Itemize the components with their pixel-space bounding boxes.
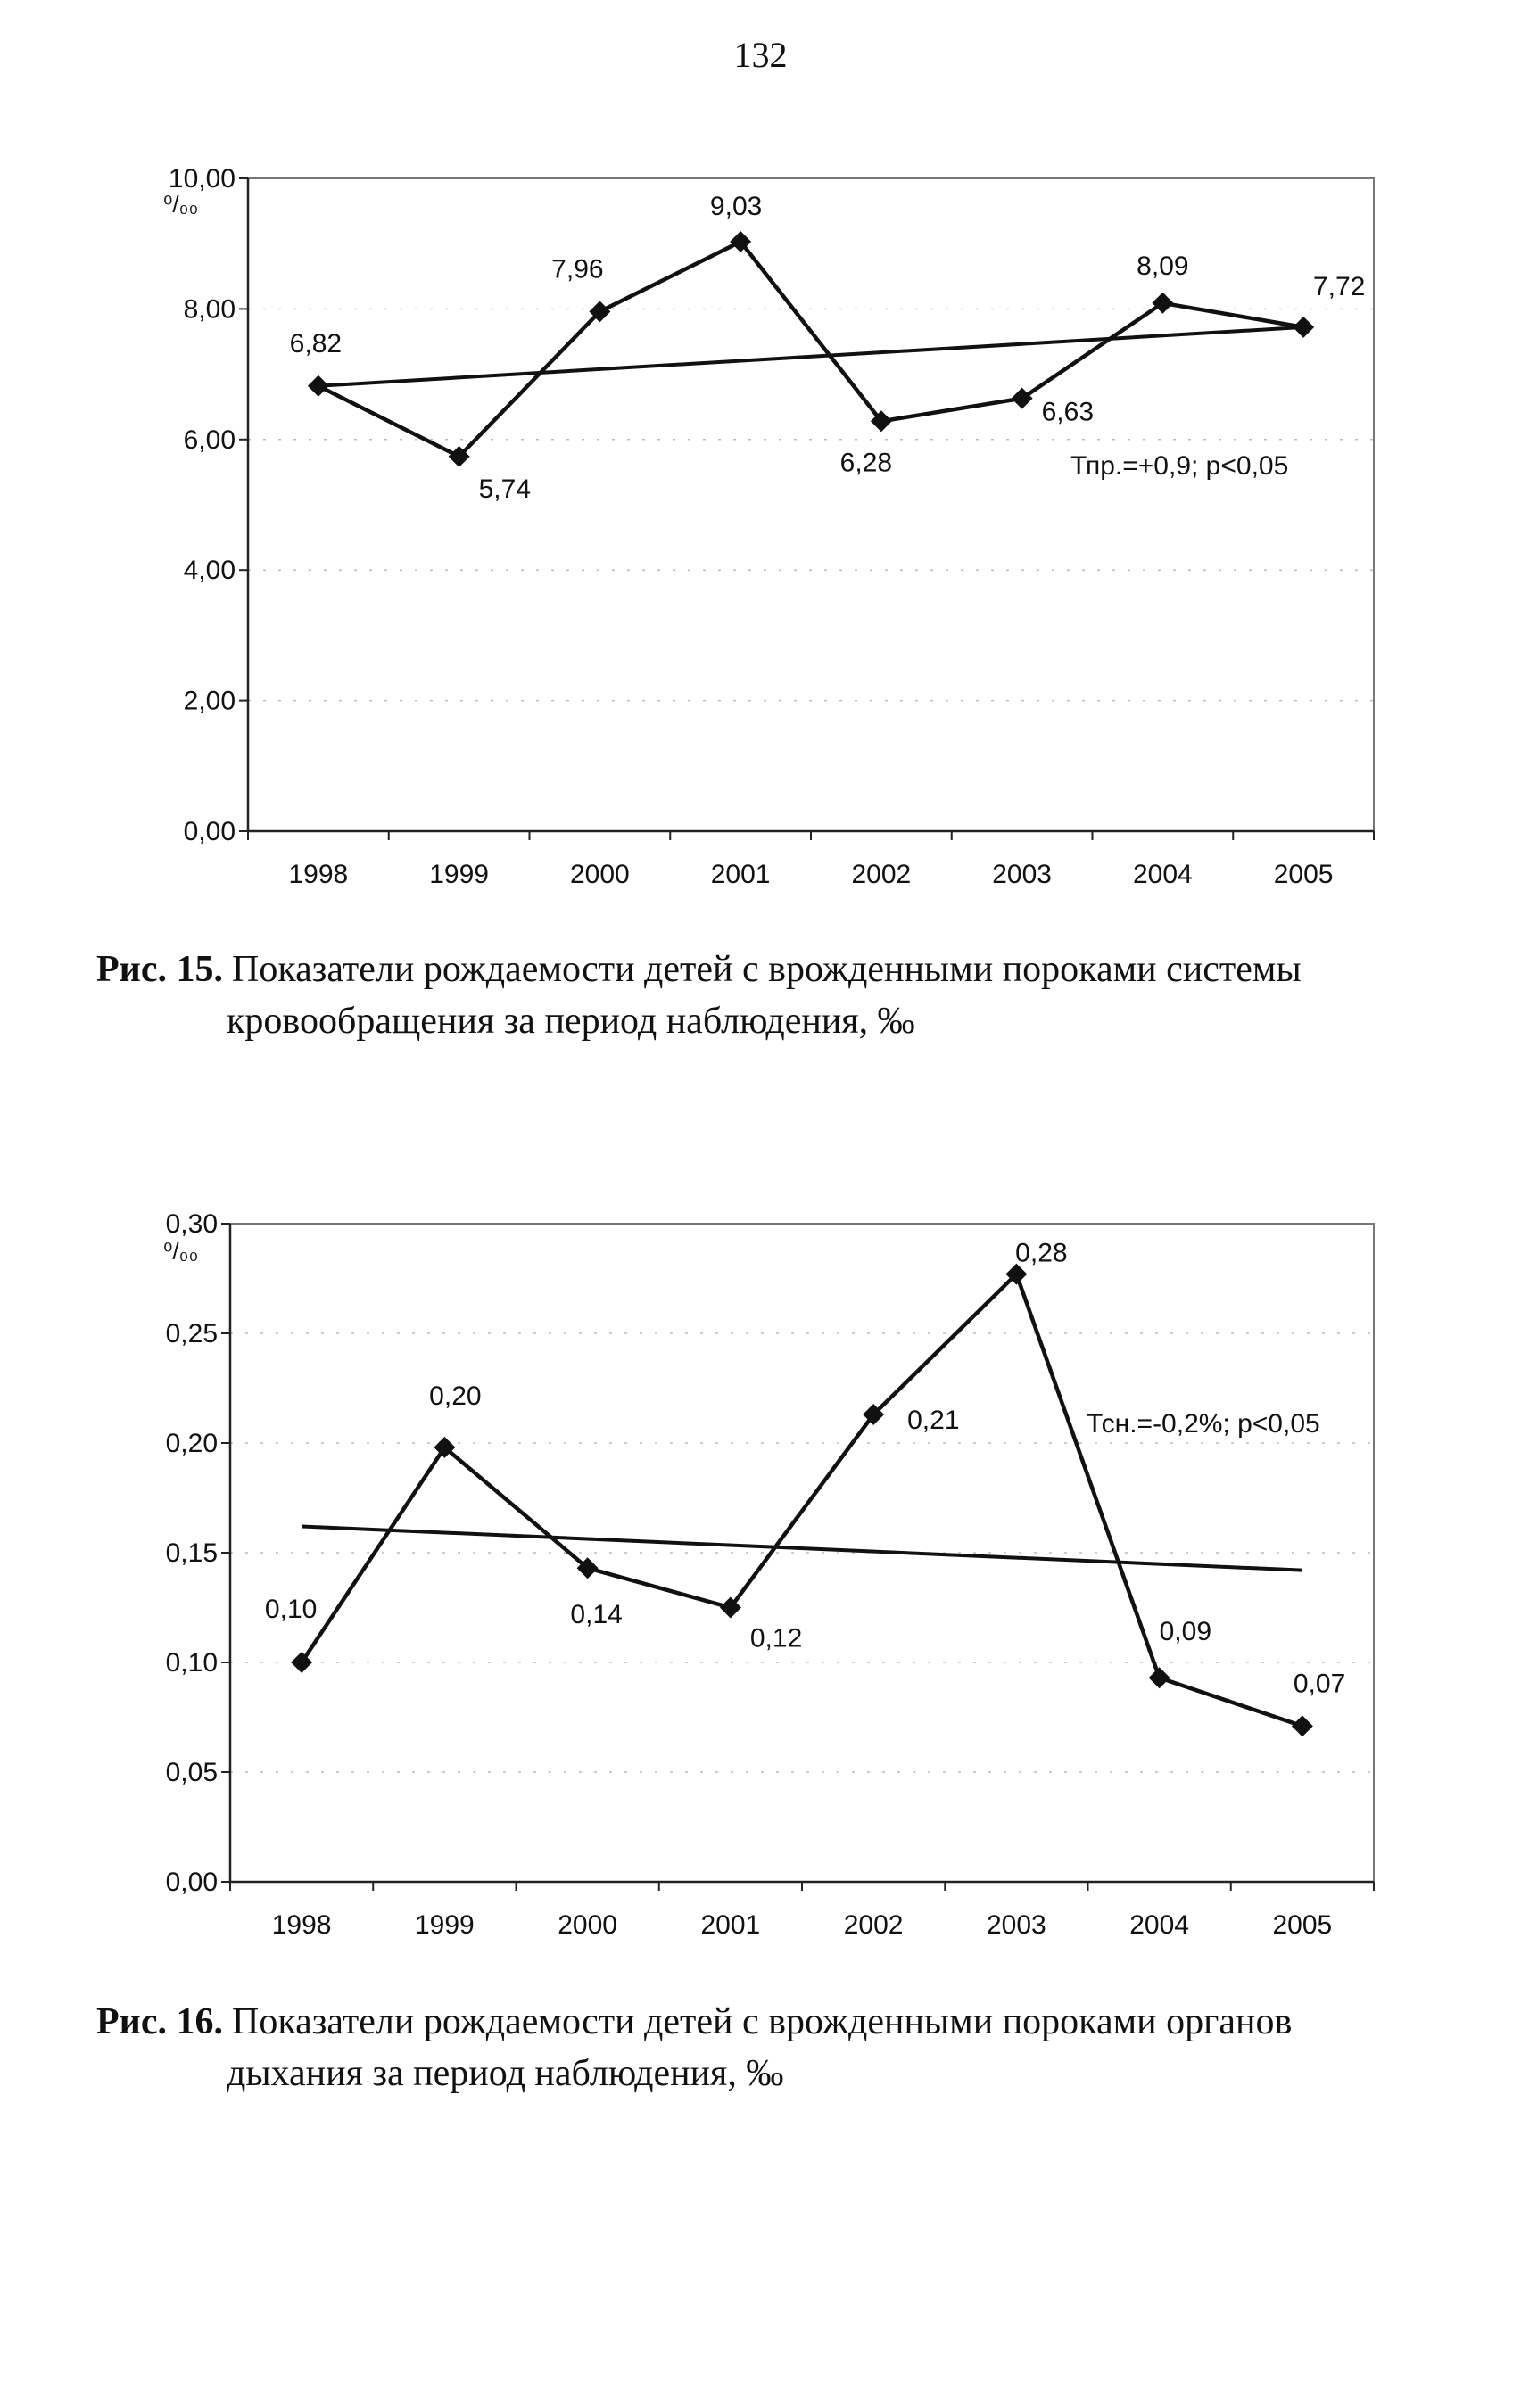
y-tick-label: 0,10 <box>165 1648 218 1678</box>
trend-annotation: Тпр.=+0,9; р<0,05 <box>1070 451 1289 481</box>
x-tick-label: 2002 <box>843 1910 904 1940</box>
x-tick-label: 2003 <box>987 1910 1046 1940</box>
caption-line1: Показатели рождаемости детей с врожденными пороками органов <box>232 2001 1293 2042</box>
data-label: 6,82 <box>289 328 343 359</box>
x-tick-label: 2000 <box>558 1910 617 1940</box>
x-tick-label: 2003 <box>992 860 1052 889</box>
data-label: 0,10 <box>264 1595 318 1624</box>
trend-line <box>302 1526 1302 1570</box>
data-label: 5,74 <box>478 474 532 504</box>
y-tick-label: 2,00 <box>183 686 236 716</box>
caption-fig-15 <box>96 944 1434 1047</box>
x-tick-label: 2005 <box>1272 1910 1333 1940</box>
data-label: 0,07 <box>1293 1669 1346 1699</box>
data-label: 0,21 <box>907 1406 960 1436</box>
x-tick-label: 2005 <box>1273 860 1334 889</box>
caption-prefix: Рис. 16. <box>96 2001 223 2042</box>
x-tick-label: 2001 <box>710 860 771 889</box>
chart-birth-rate-circulatory <box>0 152 1521 936</box>
caption-line2: кровообращения за период наблюдения, ‰ <box>227 1001 915 1042</box>
caption-fig-16 <box>96 1996 1434 2099</box>
data-label: 0,20 <box>429 1381 482 1411</box>
x-tick-label: 1998 <box>288 860 349 889</box>
y-tick-label: 0,05 <box>165 1758 218 1787</box>
x-tick-label: 2001 <box>700 1910 761 1940</box>
x-tick-label: 2000 <box>570 860 630 889</box>
x-tick-label: 2004 <box>1129 1910 1189 1940</box>
y-tick-label: 0,20 <box>165 1429 218 1458</box>
data-point <box>1149 1667 1170 1688</box>
y-tick-label: 8,00 <box>183 294 236 325</box>
data-point <box>291 1652 312 1673</box>
caption-line2: дыхания за период наблюдения, ‰ <box>227 2053 784 2094</box>
x-tick-label: 2002 <box>851 860 912 889</box>
data-label: 0,14 <box>570 1600 623 1630</box>
x-tick-label: 2004 <box>1133 860 1193 889</box>
y-tick-label: 10,00 <box>168 164 236 194</box>
trend-annotation: Тсн.=-0,2%; р<0,05 <box>1087 1409 1320 1439</box>
y-tick-label: 0,25 <box>165 1319 218 1348</box>
y-tick-label: 0,00 <box>183 817 236 846</box>
chart-birth-rate-respiratory <box>0 1195 1521 1980</box>
data-label: 0,09 <box>1159 1617 1212 1647</box>
data-label: 0,28 <box>1015 1238 1068 1268</box>
data-label: 8,09 <box>1137 251 1189 281</box>
trend-line <box>318 327 1303 386</box>
caption-prefix: Рис. 15. <box>96 949 223 990</box>
y-tick-label: 0,30 <box>165 1209 218 1239</box>
y-tick-label: 0,15 <box>165 1538 218 1568</box>
data-label: 7,72 <box>1312 271 1366 301</box>
x-tick-label: 1999 <box>429 860 489 889</box>
x-tick-label: 1998 <box>271 1910 332 1940</box>
data-label: 6,63 <box>1041 397 1095 427</box>
data-label: 7,96 <box>551 254 604 285</box>
data-point <box>308 375 329 397</box>
y-unit-label: ⁰/₀₀ <box>163 191 199 218</box>
page-number: 132 <box>733 35 788 75</box>
data-label: 0,12 <box>749 1623 803 1653</box>
plot-area-frame <box>248 178 1374 831</box>
caption-line1: Показатели рождаемости детей с врожденными пороками системы <box>232 949 1302 990</box>
data-label: 6,28 <box>839 448 893 478</box>
data-point <box>1293 317 1314 338</box>
y-tick-label: 4,00 <box>183 556 236 586</box>
y-tick-label: 0,00 <box>165 1868 218 1897</box>
y-tick-label: 6,00 <box>183 425 236 455</box>
series-line <box>302 1274 1302 1727</box>
y-unit-label: ⁰/₀₀ <box>163 1238 199 1265</box>
x-tick-label: 1999 <box>415 1910 475 1940</box>
data-label: 9,03 <box>709 192 763 222</box>
data-point <box>1292 1715 1313 1736</box>
